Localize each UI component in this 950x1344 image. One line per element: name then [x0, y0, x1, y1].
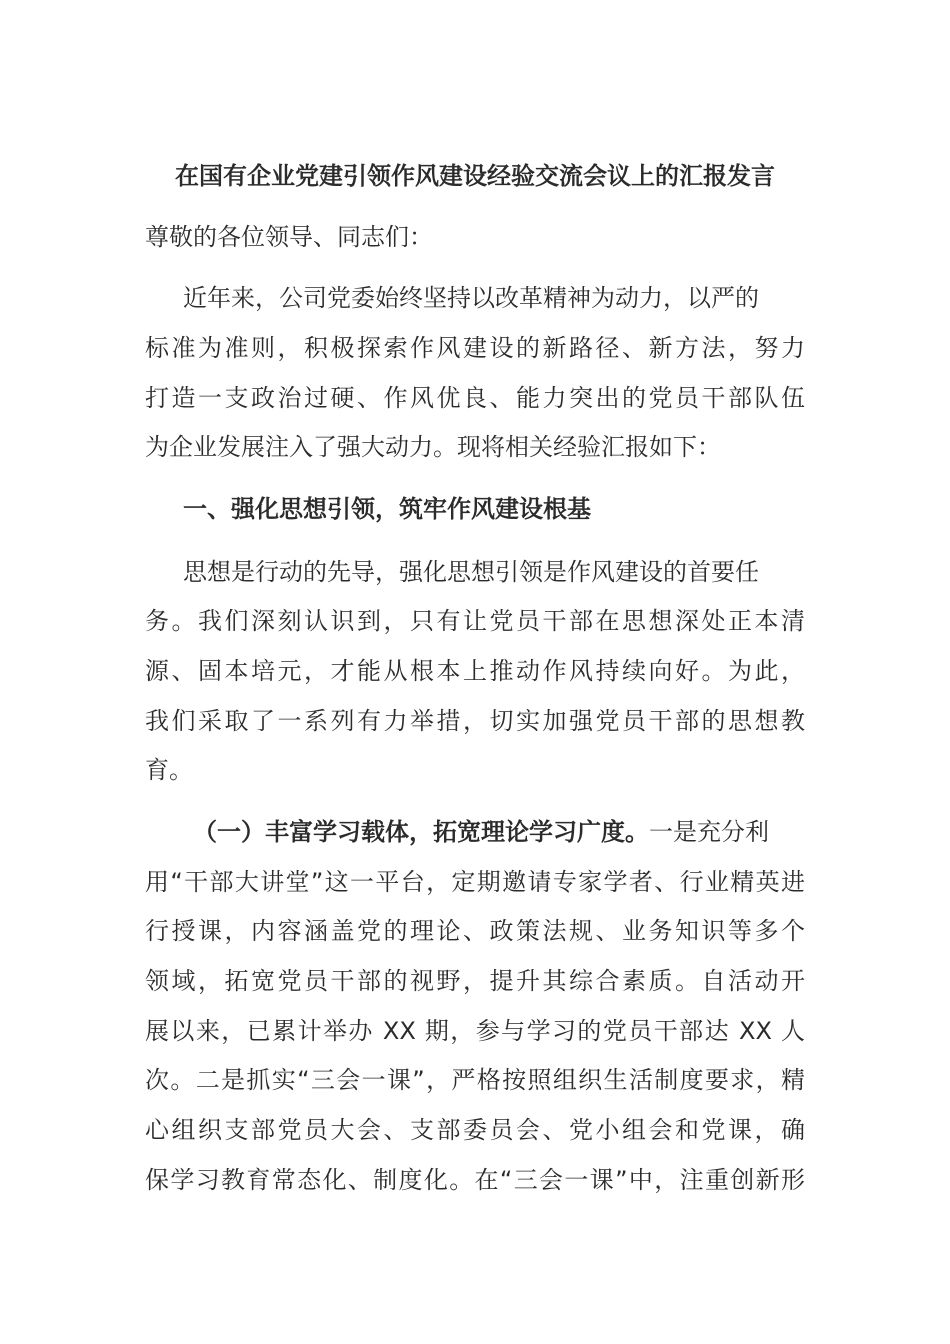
- section-1-heading: 一、强化思想引领，筑牢作风建设根基: [183, 495, 591, 523]
- section-1-line-4: 我们采取了一系列有力举措，切实加强党员干部的思想教: [145, 707, 805, 735]
- subsection-1-heading: （一）丰富学习载体，拓宽理论学习广度。: [193, 818, 649, 846]
- subsection-1-first-rest: 一是充分利: [649, 818, 769, 846]
- intro-line-3: 打造一支政治过硬、作风优良、能力突出的党员干部队伍: [145, 384, 805, 412]
- document-title: 在国有企业党建引领作风建设经验交流会议上的汇报发言: [175, 162, 775, 190]
- section-1-line-3: 源、固本培元，才能从根本上推动作风持续向好。为此，: [145, 657, 805, 685]
- subsection-1-line-4: 领域，拓宽党员干部的视野，提升其综合素质。自活动开: [145, 967, 805, 995]
- subsection-1-line-8: 保学习教育常态化、制度化。在“三会一课”中，注重创新形: [145, 1166, 805, 1194]
- section-1-line-2: 务。我们深刻认识到，只有让党员干部在思想深处正本清: [145, 607, 805, 635]
- subsection-1-line-6: 次。二是抓实“三会一课”，严格按照组织生活制度要求，精: [145, 1066, 805, 1094]
- intro-line-2: 标准为准则，积极探索作风建设的新路径、新方法，努力: [145, 334, 805, 362]
- subsection-1-line-5: 展以来，已累计举办 XX 期，参与学习的党员干部达 XX 人: [145, 1017, 805, 1045]
- section-1-line-5: 育。: [145, 756, 193, 784]
- intro-line-1: 近年来，公司党委始终坚持以改革精神为动力，以严的: [183, 284, 759, 312]
- subsection-1-line-7: 心组织支部党员大会、支部委员会、党小组会和党课，确: [145, 1116, 805, 1144]
- subsection-1-first-line: [193, 812, 769, 852]
- intro-line-4: 为企业发展注入了强大动力。现将相关经验汇报如下：: [145, 433, 721, 461]
- subsection-1-line-2: 用“干部大讲堂”这一平台，定期邀请专家学者、行业精英进: [145, 868, 805, 896]
- subsection-1-line-3: 行授课，内容涵盖党的理论、政策法规、业务知识等多个: [145, 917, 805, 945]
- section-1-line-1: 思想是行动的先导，强化思想引领是作风建设的首要任: [183, 558, 759, 586]
- salutation: 尊敬的各位领导、同志们：: [145, 223, 433, 251]
